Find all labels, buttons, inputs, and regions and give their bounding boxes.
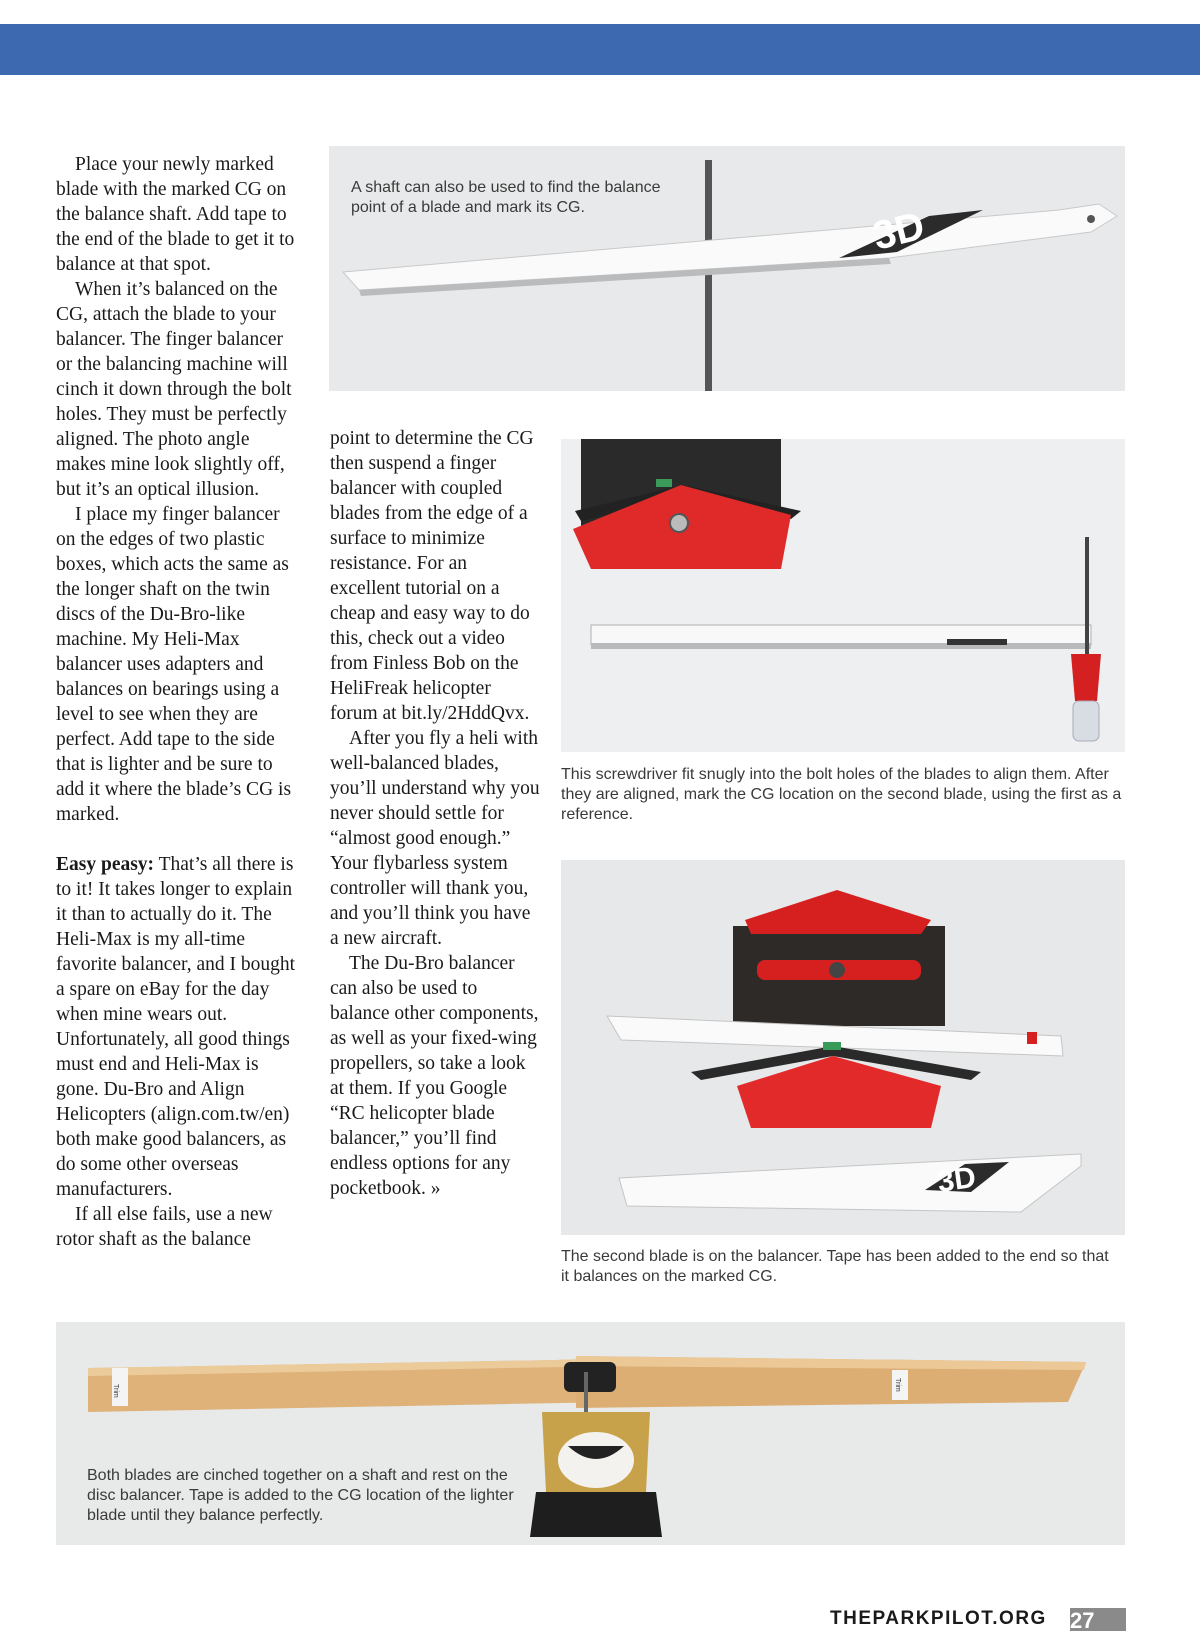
paragraph: Place your newly marked blade with the marked CG on the balance shaft. Add tape to the end of the blade to get it to balance at that spot. <box>56 154 295 275</box>
header-bar <box>0 24 1200 75</box>
page-number-box <box>1070 1608 1126 1631</box>
photo-caption: The second blade is on the balancer. Tape has been added to the end so that it balances on the marked CG. <box>561 1248 1109 1285</box>
tape-label: Trim <box>112 1384 119 1398</box>
photo-caption: A shaft can also be used to find the balance point of a blade and mark its CG. <box>351 179 661 216</box>
photo-screwdriver-alignment <box>561 439 1125 752</box>
tape-label: Trim <box>894 1378 901 1392</box>
paragraph: If all else fails, use a new rotor shaft as the balance <box>56 1204 273 1250</box>
paragraph: point to determine the CG then suspend a finger balancer with coupled blades from the edge of a surface to minimize resistance. For an excellent tutorial on a cheap and easy way to do this, check out a video from Finless Bob on the HeliFreak helicopter forum at bit.ly/2HddQvx. <box>330 428 534 724</box>
photo-caption: This screwdriver fit snugly into the bolt holes of the blades to align them. After they are aligned, mark the CG location on the second blade, using the first as a reference. <box>561 766 1122 823</box>
article-column-2 <box>330 426 540 1201</box>
blade-logo: 3D <box>935 1160 978 1199</box>
page-number: 27 <box>1070 1608 1095 1633</box>
paragraph: When it’s balanced on the CG, attach the blade to your balancer. The finger balancer or the balancing machine will cinch it down through the bolt holes. They must be perfectly aligned. The photo angle makes mine look slightly off, but it’s an optical illusion. <box>56 279 292 500</box>
photo-caption: Both blades are cinched together on a shaft and rest on the disc balancer. Tape is added to the CG location of the lighter blade until they balance perfectly. <box>87 1467 514 1524</box>
photo-second-blade-on-balancer <box>561 860 1125 1235</box>
paragraph: I place my finger balancer on the edges of two plastic boxes, which acts the same as the longer shaft on the twin discs of the Du-Bro-like machine. My Heli-Max balancer uses adapters and balances on bearings using a level to see when they are perfect. Add tape to the side that is lighter and be sure to add it where the blade’s CG is marked. <box>56 504 292 825</box>
paragraph <box>56 852 301 1202</box>
blade-logo: 3D <box>868 203 929 259</box>
footer-site-name: THEPARKPILOT.ORG <box>830 1608 1047 1629</box>
paragraph: After you fly a heli with well-balanced blades, you’ll understand why you never should settle for “almost good enough.” Your flybarless system controller will thank you, and you’ll think you have a new aircraft. <box>330 728 540 949</box>
paragraph: The Du-Bro balancer can also be used to balance other components, as well as your fixed-wing propellers, so take a look at them. If you Google “RC helicopter blade balancer,” you’ll find endless options for any pocketbook. » <box>330 953 539 1199</box>
article-column-1 <box>56 152 301 1252</box>
paragraph-body: That’s all there is to it! It takes longer to explain it than to actually do it. The Heli-Max is my all-time favorite balancer, and I bought a spare on eBay for the day when mine wears out. Unfortunately, all good things must end and Heli-Max is gone. Du-Bro and Align Helicopters (align.com.tw/en) both make good balancers, as do some other overseas manufacturers. <box>56 854 296 1200</box>
subheading: Easy peasy: <box>56 854 155 875</box>
